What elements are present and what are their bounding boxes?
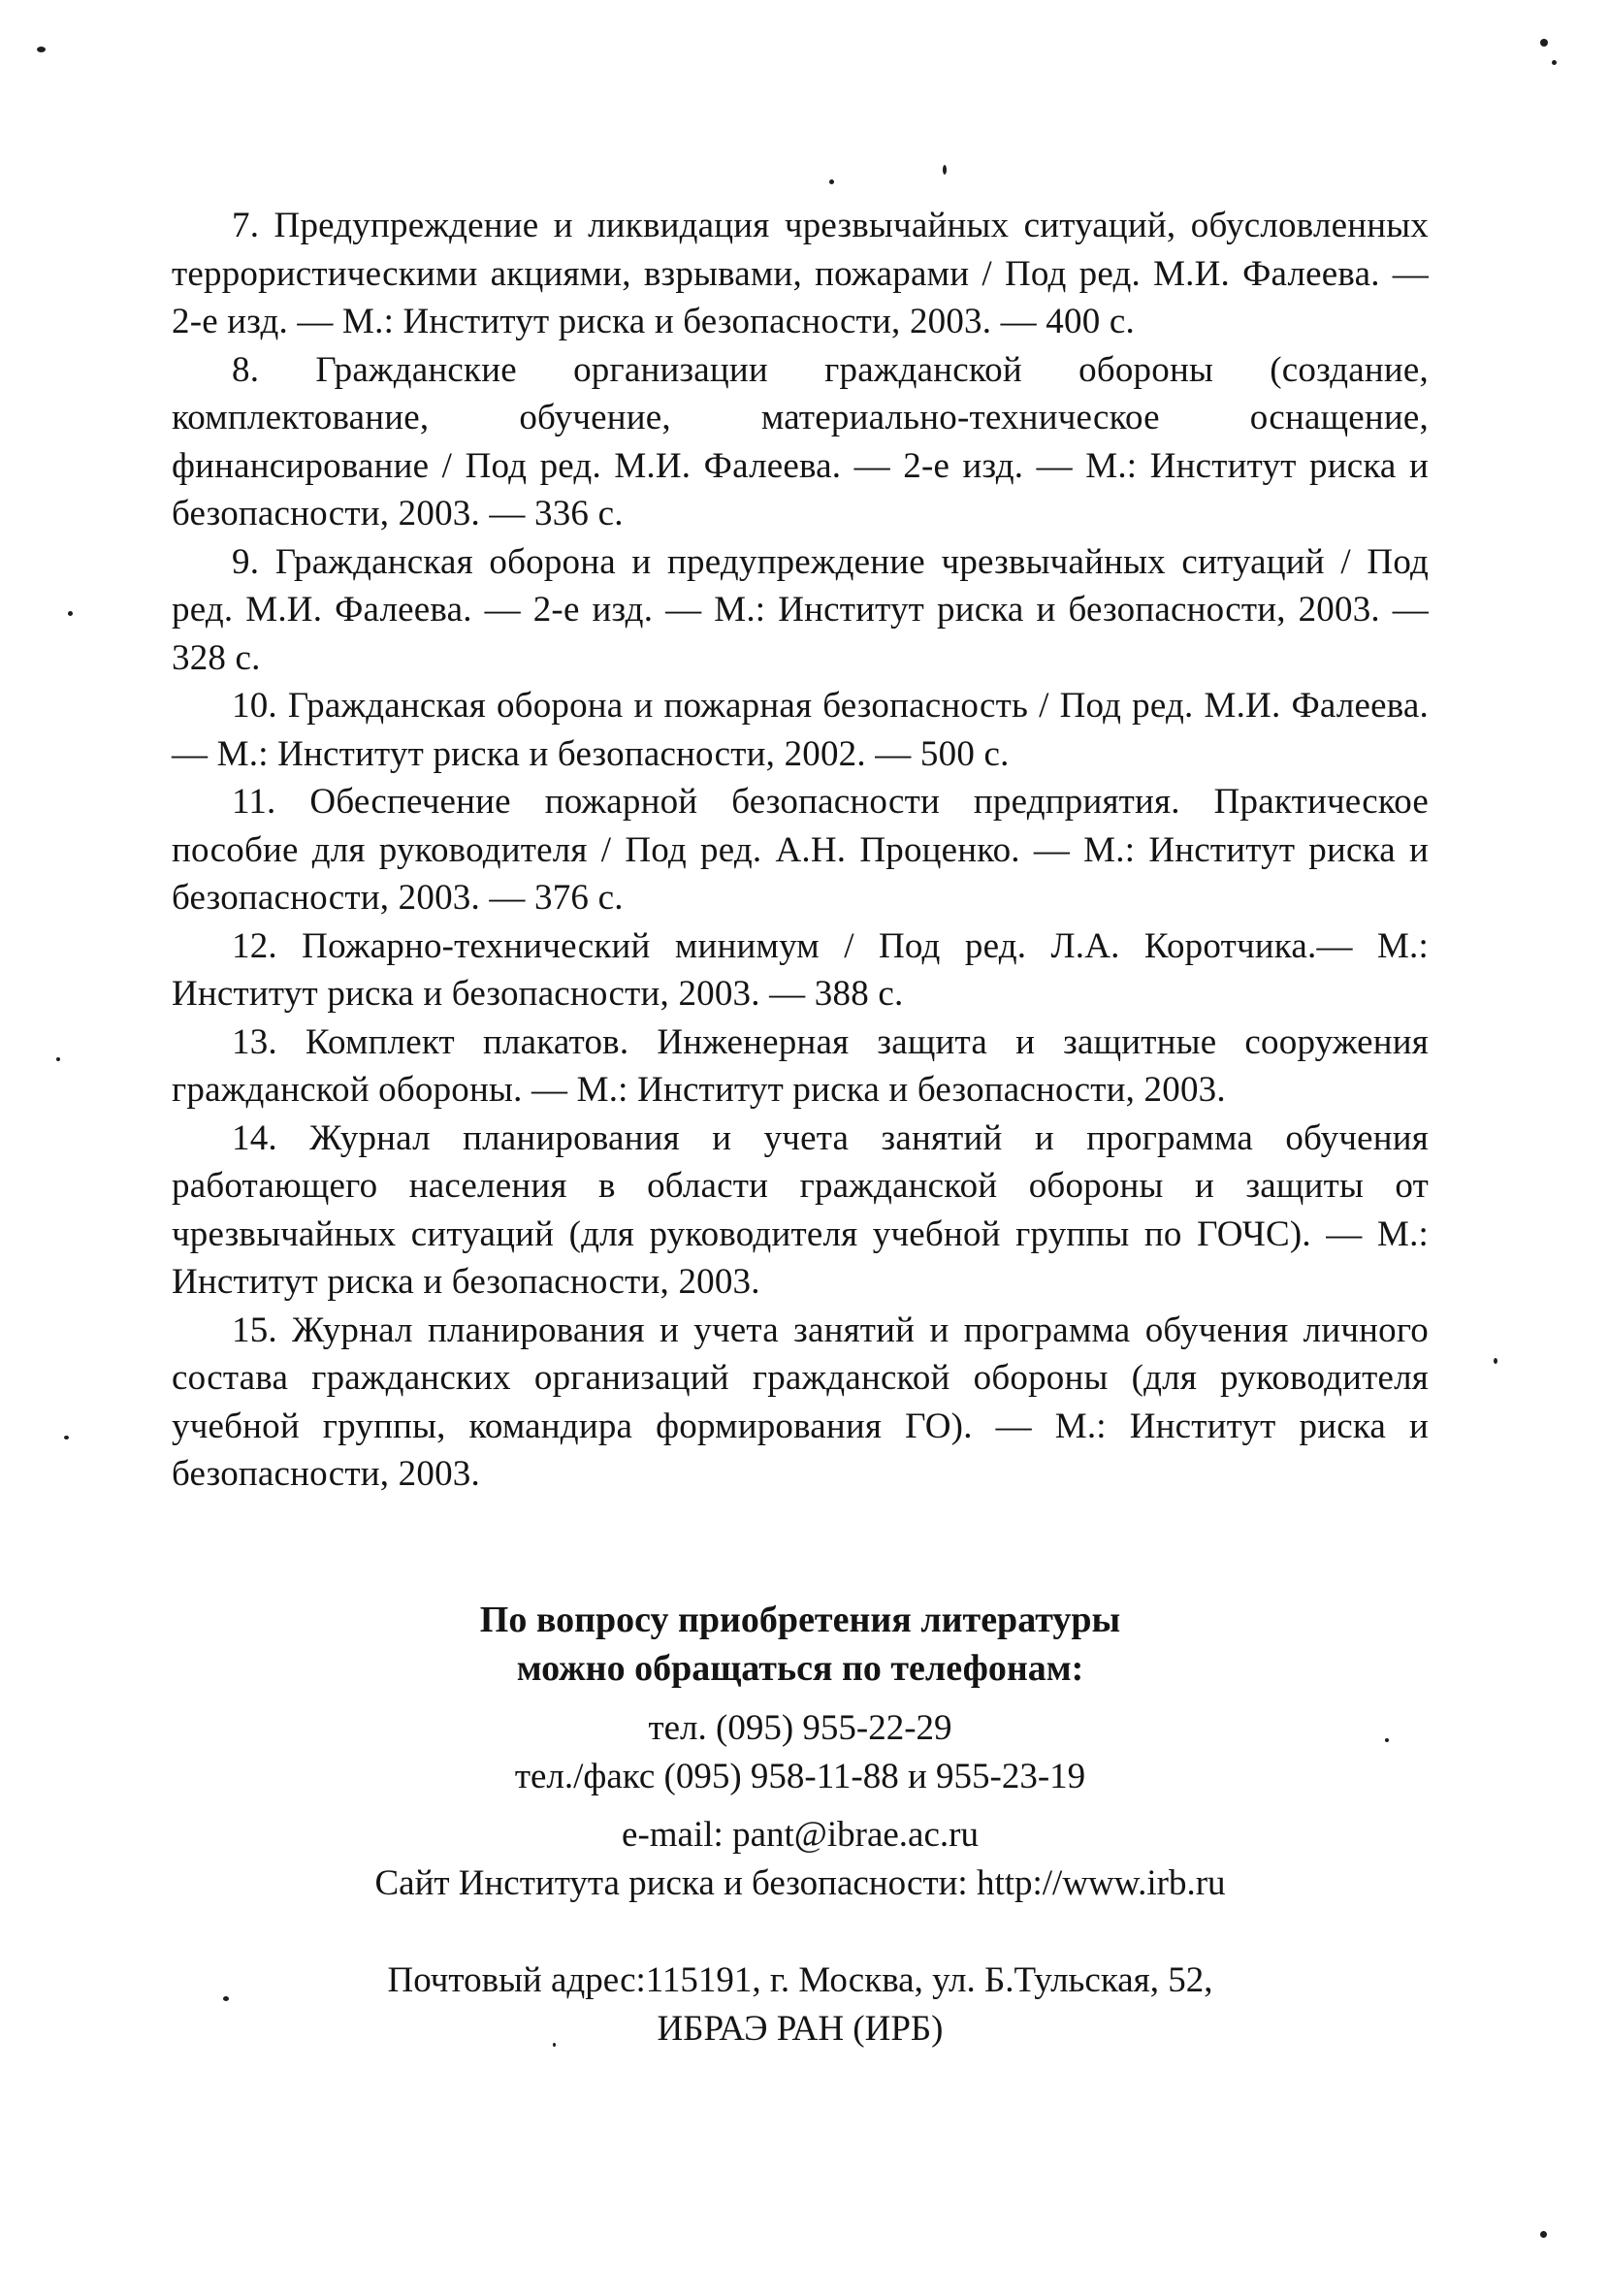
spacer bbox=[172, 1908, 1429, 1956]
reference-item-12: 12. Пожарно-технический минимум / Под ред. Л.А. Коротчика.— М.: Институт риска и безопасности, 2003. — 388 с. bbox=[172, 925, 1429, 1014]
scan-speck bbox=[1494, 1358, 1497, 1364]
contact-heading-line1: По вопросу приобретения литературы bbox=[479, 1600, 1121, 1640]
reference-item-13: 13. Комплект плакатов. Инженерная защита и защитные сооружения гражданской обороны. — М.: Институт риска и безопасности, 2003. bbox=[172, 1021, 1429, 1110]
scan-speck bbox=[1540, 2231, 1547, 2238]
scan-speck bbox=[37, 47, 46, 52]
contact-phone: тел. (095) 955-22-29 bbox=[648, 1708, 952, 1748]
scan-speck bbox=[553, 2043, 556, 2047]
postal-address: Почтовый адрес:115191, г. Москва, ул. Б.Тульская, 52, bbox=[387, 1960, 1213, 2000]
spacer bbox=[172, 1801, 1429, 1811]
reference-item-15: 15. Журнал планирования и учета занятий и программа обучения личного состава гражданских организаций гражданской обороны (для руководителя учебной группы, командира формирования ГО). — М.: Институт риска и безопасности, 2003. bbox=[172, 1310, 1429, 1494]
contact-email: e-mail: pant@ibrae.ac.ru bbox=[622, 1815, 979, 1855]
scan-speck bbox=[56, 1057, 60, 1061]
reference-item-10: 10. Гражданская оборона и пожарная безопасность / Под ред. М.И. Фалеева. — М.: Институт риска и безопасности, 2002. — 500 с. bbox=[172, 686, 1429, 774]
scan-speck bbox=[64, 1436, 69, 1439]
reference-item-9: 9. Гражданская оборона и предупреждение чрезвычайных ситуаций / Под ред. М.И. Фалеева. — 2-е изд. — М.: Институт риска и безопасности, 2003. — 328 с. bbox=[172, 541, 1429, 678]
contact-phone-fax: тел./факс (095) 958-11-88 и 955-23-19 bbox=[514, 1757, 1086, 1796]
scan-speck bbox=[1540, 39, 1548, 47]
scan-speck bbox=[829, 179, 834, 184]
reference-item-8: 8. Гражданские организации гражданской обороны (создание, комплектование, обучение, материально-техническое оснащение, финансирование / Под ред. М.И. Фалеева. — 2-е изд. — М.: Институт риска и безопасности, 2003. — 336 с. bbox=[172, 349, 1429, 534]
reference-item-7: 7. Предупреждение и ликвидация чрезвычайных ситуаций, обусловленных террористическими акциями, взрывами, пожарами / Под ред. М.И. Фалеева. — 2-е изд. — М.: Институт риска и безопасности, 2003. — 400 с. bbox=[172, 206, 1429, 341]
scan-speck bbox=[223, 1996, 229, 2001]
scan-speck bbox=[1552, 60, 1557, 65]
scan-speck bbox=[1385, 1738, 1389, 1742]
scan-speck bbox=[943, 165, 947, 175]
reference-item-14: 14. Журнал планирования и учета занятий и программа обучения работающего населения в области гражданской обороны и защиты от чрезвычайных ситуаций (для руководителя учебной группы по ГОЧС). — М.: Институт риска и безопасности, 2003. bbox=[172, 1117, 1429, 1302]
scan-speck bbox=[68, 611, 73, 616]
organization-name: ИБРАЭ РАН (ИРБ) bbox=[657, 2009, 944, 2049]
contact-block bbox=[172, 1596, 1429, 2053]
reference-item-11: 11. Обеспечение пожарной безопасности предприятия. Практическое пособие для руководителя / Под ред. А.Н. Проценко. — М.: Институт риска и безопасности, 2003. — 376 с. bbox=[172, 782, 1429, 918]
contact-heading-line2: можно обращаться по телефонам: bbox=[516, 1648, 1084, 1689]
contact-website: Сайт Института риска и безопасности: http://www.irb.ru bbox=[374, 1863, 1226, 1903]
reference-list bbox=[172, 202, 1429, 1499]
